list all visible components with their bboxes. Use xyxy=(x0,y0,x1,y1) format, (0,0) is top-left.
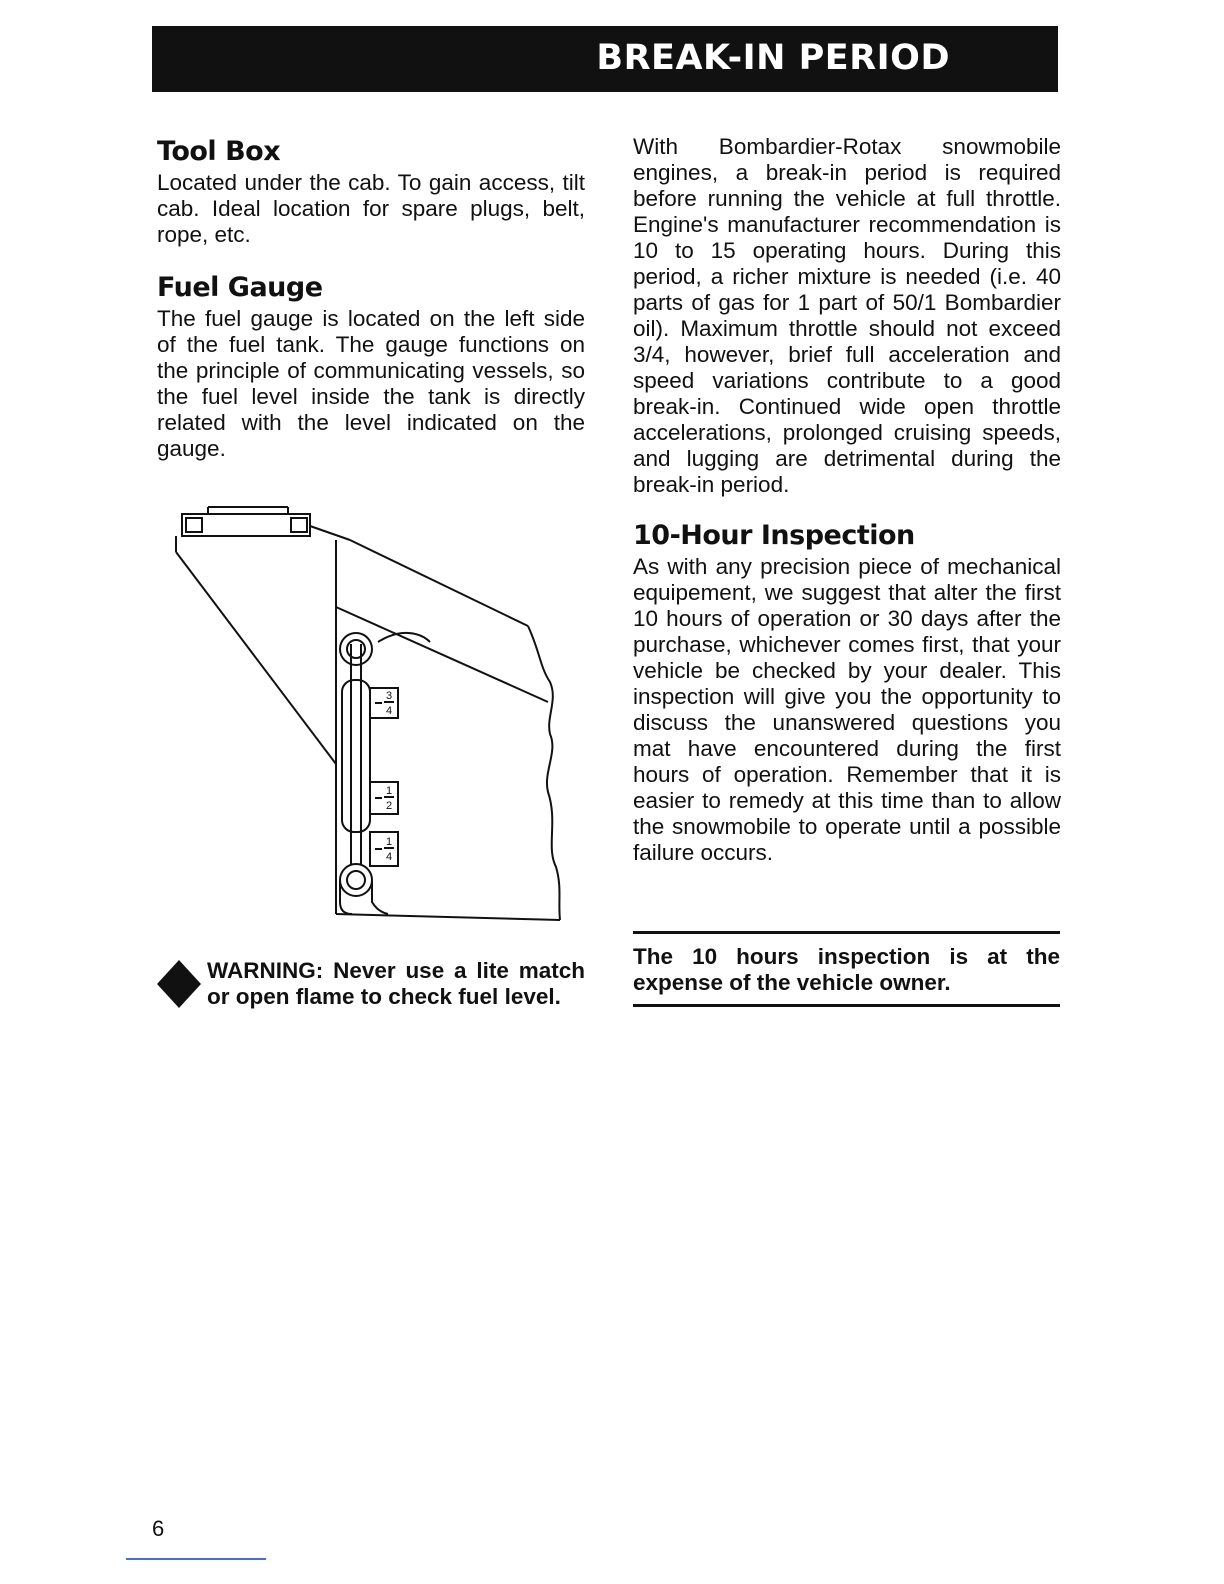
page-title: BREAK-IN PERIOD xyxy=(596,38,950,78)
inspection-body: As with any precision piece of mechanical equipement, we suggest that alter the first 10 hours of operation or 30 days after the purchase, whichever comes first, that your vehicle be checked by your dealer. This inspection will give you the opportunity to discuss the unanswered questions you mat have encountered during the first hours of operation. Remember that it is easier to remedy at this time than to allow the snowmobile to operate until a possible failure occurs. xyxy=(633,554,1061,865)
gauge-mark-three-quarter-denominator: 4 xyxy=(385,705,393,717)
gauge-mark-three-quarter-numerator: 3 xyxy=(385,690,393,702)
inspection-note xyxy=(633,931,1060,1007)
page-number: 6 xyxy=(152,1516,165,1541)
tool-box-body: Located under the cab. To gain access, tilt cab. Ideal location for spare plugs, belt, rope, etc. xyxy=(157,170,585,247)
right-column xyxy=(633,134,1061,866)
gauge-mark-quarter-denominator: 4 xyxy=(385,851,393,863)
warning-block xyxy=(157,958,585,1010)
tool-box-heading: Tool Box xyxy=(157,136,281,167)
fuel-gauge-body: The fuel gauge is located on the left side of the fuel tank. The gauge functions on the principle of communicating vessels, so the fuel level inside the tank is directly related with the level indicated on the gauge. xyxy=(157,306,585,461)
break-in-body: With Bombardier-Rotax snowmobile engines, a break-in period is required before running the vehicle at full throttle. Engine's manufacturer recommendation is 10 to 15 operating hours. During this period, a richer mixture is needed (i.e. 40 parts of gas for 1 part of 50/1 Bombardier oil). Maximum throttle should not exceed 3/4, however, brief full acceleration and speed variations contribute to a good break-in. Continued wide open throttle accelerations, prolonged cruising speeds, and lugging are detrimental during the break-in period. xyxy=(633,134,1061,497)
fuel-gauge-diagram xyxy=(168,502,578,927)
warning-text: WARNING: Never use a lite match or open flame to check fuel level. xyxy=(207,958,585,1009)
header-bar xyxy=(152,26,1058,92)
gauge-mark-quarter-numerator: 1 xyxy=(385,836,393,848)
footer-rule xyxy=(126,1558,266,1560)
left-column xyxy=(157,134,585,462)
gauge-mark-half-numerator: 1 xyxy=(385,785,393,797)
inspection-heading: 10-Hour Inspection xyxy=(633,520,915,551)
fuel-gauge-heading: Fuel Gauge xyxy=(157,272,323,303)
gauge-mark-half-denominator: 2 xyxy=(385,800,393,812)
warning-diamond-icon xyxy=(157,960,201,1008)
inspection-note-text: The 10 hours inspection is at the expense of the vehicle owner. xyxy=(633,944,1060,995)
